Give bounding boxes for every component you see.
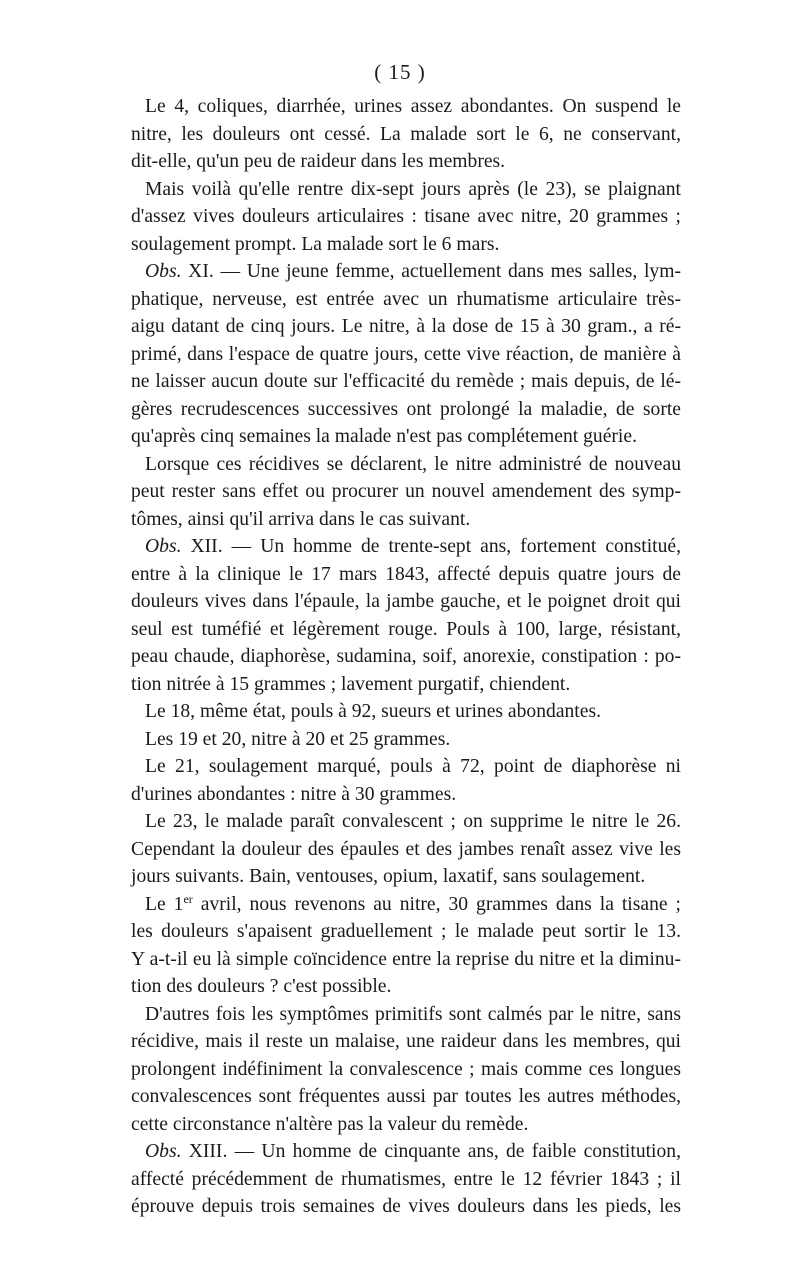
text-line [131, 863, 681, 891]
text-line [131, 1193, 681, 1221]
line-text: douleurs vives dans l'épaule, la jambe gauche, et le poignet droit qui [131, 591, 681, 612]
line-text: Le 23, le malade paraît convalescent ; on supprime le nitre le 26. [145, 811, 681, 832]
line-text: soulagement prompt. La malade sort le 6 mars. [131, 233, 500, 255]
text-line [131, 286, 681, 314]
line-text: XI. — Une jeune femme, actuellement dans mes salles, lym- [181, 261, 681, 282]
line-text: prolongent indéfiniment la convalescence ; mais comme ces longues [131, 1058, 681, 1080]
line-text: convalescences sont fréquentes aussi par toutes les autres méthodes, [131, 1086, 681, 1107]
line-text: Le 4, coliques, diarrhée, urines assez abondantes. On suspend le [145, 96, 681, 117]
text-line [131, 478, 681, 506]
line-text: éprouve depuis trois semaines de vives douleurs dans les pieds, les [131, 1196, 681, 1217]
line-text: qu'après cinq semaines la malade n'est pas complétement guérie. [131, 426, 637, 447]
line-text: peau chaude, diaphorèse, sudamina, soif, anorexie, constipation : po- [131, 646, 681, 667]
text-line [131, 1138, 681, 1166]
text-line [131, 588, 681, 616]
text-line [131, 121, 681, 149]
line-text: nitre, les douleurs ont cessé. La malade sort le 6, ne conservant, [131, 123, 681, 145]
text-line [131, 918, 681, 946]
text-line [131, 533, 681, 561]
observation-label: Obs. [145, 1141, 182, 1162]
line-text: aigu datant de cinq jours. Le nitre, à la dose de 15 à 30 gram., a ré- [131, 316, 681, 337]
text-line [131, 93, 681, 121]
text-line [131, 148, 681, 176]
line-text: Lorsque ces récidives se déclarent, le nitre administré de nouveau [145, 453, 681, 475]
text-line [131, 1111, 681, 1139]
body-text [131, 93, 681, 1221]
text-line [131, 973, 681, 1001]
line-text: récidive, mais il reste un malaise, une raideur dans les membres, qui [131, 1031, 681, 1052]
line-text: gères recrudescences successives ont prolongé la maladie, de sorte [131, 398, 681, 420]
line-text: Le 21, soulagement marqué, pouls à 72, point de diaphorèse ni [145, 756, 681, 777]
observation-label: Obs. [145, 261, 182, 282]
text-line [131, 1083, 681, 1111]
text-line [131, 643, 681, 671]
line-text: Y a-t-il eu là simple coïncidence entre la reprise du nitre et la diminu- [131, 948, 681, 970]
text-line [131, 616, 681, 644]
observation-label: Obs. [145, 536, 182, 557]
text-line [131, 341, 681, 369]
line-text: cette circonstance n'altère pas la valeur du remède. [131, 1113, 529, 1135]
text-line [131, 368, 681, 396]
text-line [131, 781, 681, 809]
line-text: dit-elle, qu'un peu de raideur dans les membres. [131, 151, 506, 172]
text-line [131, 808, 681, 836]
line-text: Cependant la douleur des épaules et des jambes renaît assez vive les [131, 838, 681, 860]
line-text: les douleurs s'apaisent graduellement ; le malade peut sortir le 13. [131, 921, 681, 942]
line-text: avril, nous revenons au nitre, 30 grammes dans la tisane ; [192, 893, 681, 915]
line-text: seul est tuméfié et légèrement rouge. Pouls à 100, large, résistant, [131, 618, 681, 640]
line-text: tion des douleurs ? c'est possible. [131, 976, 392, 997]
line-text: entre à la clinique le 17 mars 1843, affecté depuis quatre jours de [131, 563, 681, 585]
text-line [131, 753, 681, 781]
line-text: phatique, nerveuse, est entrée avec un rhumatisme articulaire très- [131, 288, 681, 310]
text-line [131, 946, 681, 974]
text-line [131, 726, 681, 754]
text-line [131, 176, 681, 204]
text-line [131, 258, 681, 286]
text-line [131, 506, 681, 534]
text-line [131, 423, 681, 451]
text-line [131, 231, 681, 259]
line-text: tômes, ainsi qu'il arriva dans le cas suivant. [131, 508, 471, 530]
text-line [131, 1166, 681, 1194]
line-text: primé, dans l'espace de quatre jours, cette vive réaction, de manière à [131, 343, 681, 365]
text-line [131, 396, 681, 424]
line-text: ne laisser aucun doute sur l'efficacité du remède ; mais depuis, de lé- [131, 371, 681, 392]
line-text: XIII. — Un homme de cinquante ans, de faible constitution, [181, 1141, 681, 1162]
line-text: Mais voilà qu'elle rentre dix-sept jours après (le 23), se plaignant [145, 178, 681, 200]
text-line [131, 1056, 681, 1084]
line-text: d'assez vives douleurs articulaires : tisane avec nitre, 20 grammes ; [131, 206, 681, 227]
text-line [131, 451, 681, 479]
line-text: tion nitrée à 15 grammes ; lavement purgatif, chiendent. [131, 673, 571, 695]
text-line [131, 671, 681, 699]
text-line [131, 313, 681, 341]
line-text: Les 19 et 20, nitre à 20 et 25 grammes. [145, 728, 451, 750]
line-text: Le 1 [145, 893, 184, 915]
line-text: Le 18, même état, pouls à 92, sueurs et urines abondantes. [145, 701, 601, 722]
page-number: ( 15 ) [374, 60, 426, 84]
line-text: d'urines abondantes : nitre à 30 grammes. [131, 783, 457, 805]
line-text: D'autres fois les symptômes primitifs sont calmés par le nitre, sans [145, 1003, 681, 1025]
text-line [131, 836, 681, 864]
text-line [131, 1001, 681, 1029]
text-line [131, 698, 681, 726]
ordinal-superscript: er [183, 891, 193, 906]
text-line [131, 891, 681, 919]
line-text: affecté précédemment de rhumatismes, entre le 12 février 1843 ; il [131, 1168, 681, 1190]
line-text: jours suivants. Bain, ventouses, opium, laxatif, sans soulagement. [131, 866, 646, 887]
text-line [131, 203, 681, 231]
line-text: peut rester sans effet ou procurer un nouvel amendement des symp- [131, 481, 681, 502]
text-line [131, 561, 681, 589]
line-text: XII. — Un homme de trente-sept ans, fortement constitué, [181, 536, 681, 557]
text-line [131, 1028, 681, 1056]
